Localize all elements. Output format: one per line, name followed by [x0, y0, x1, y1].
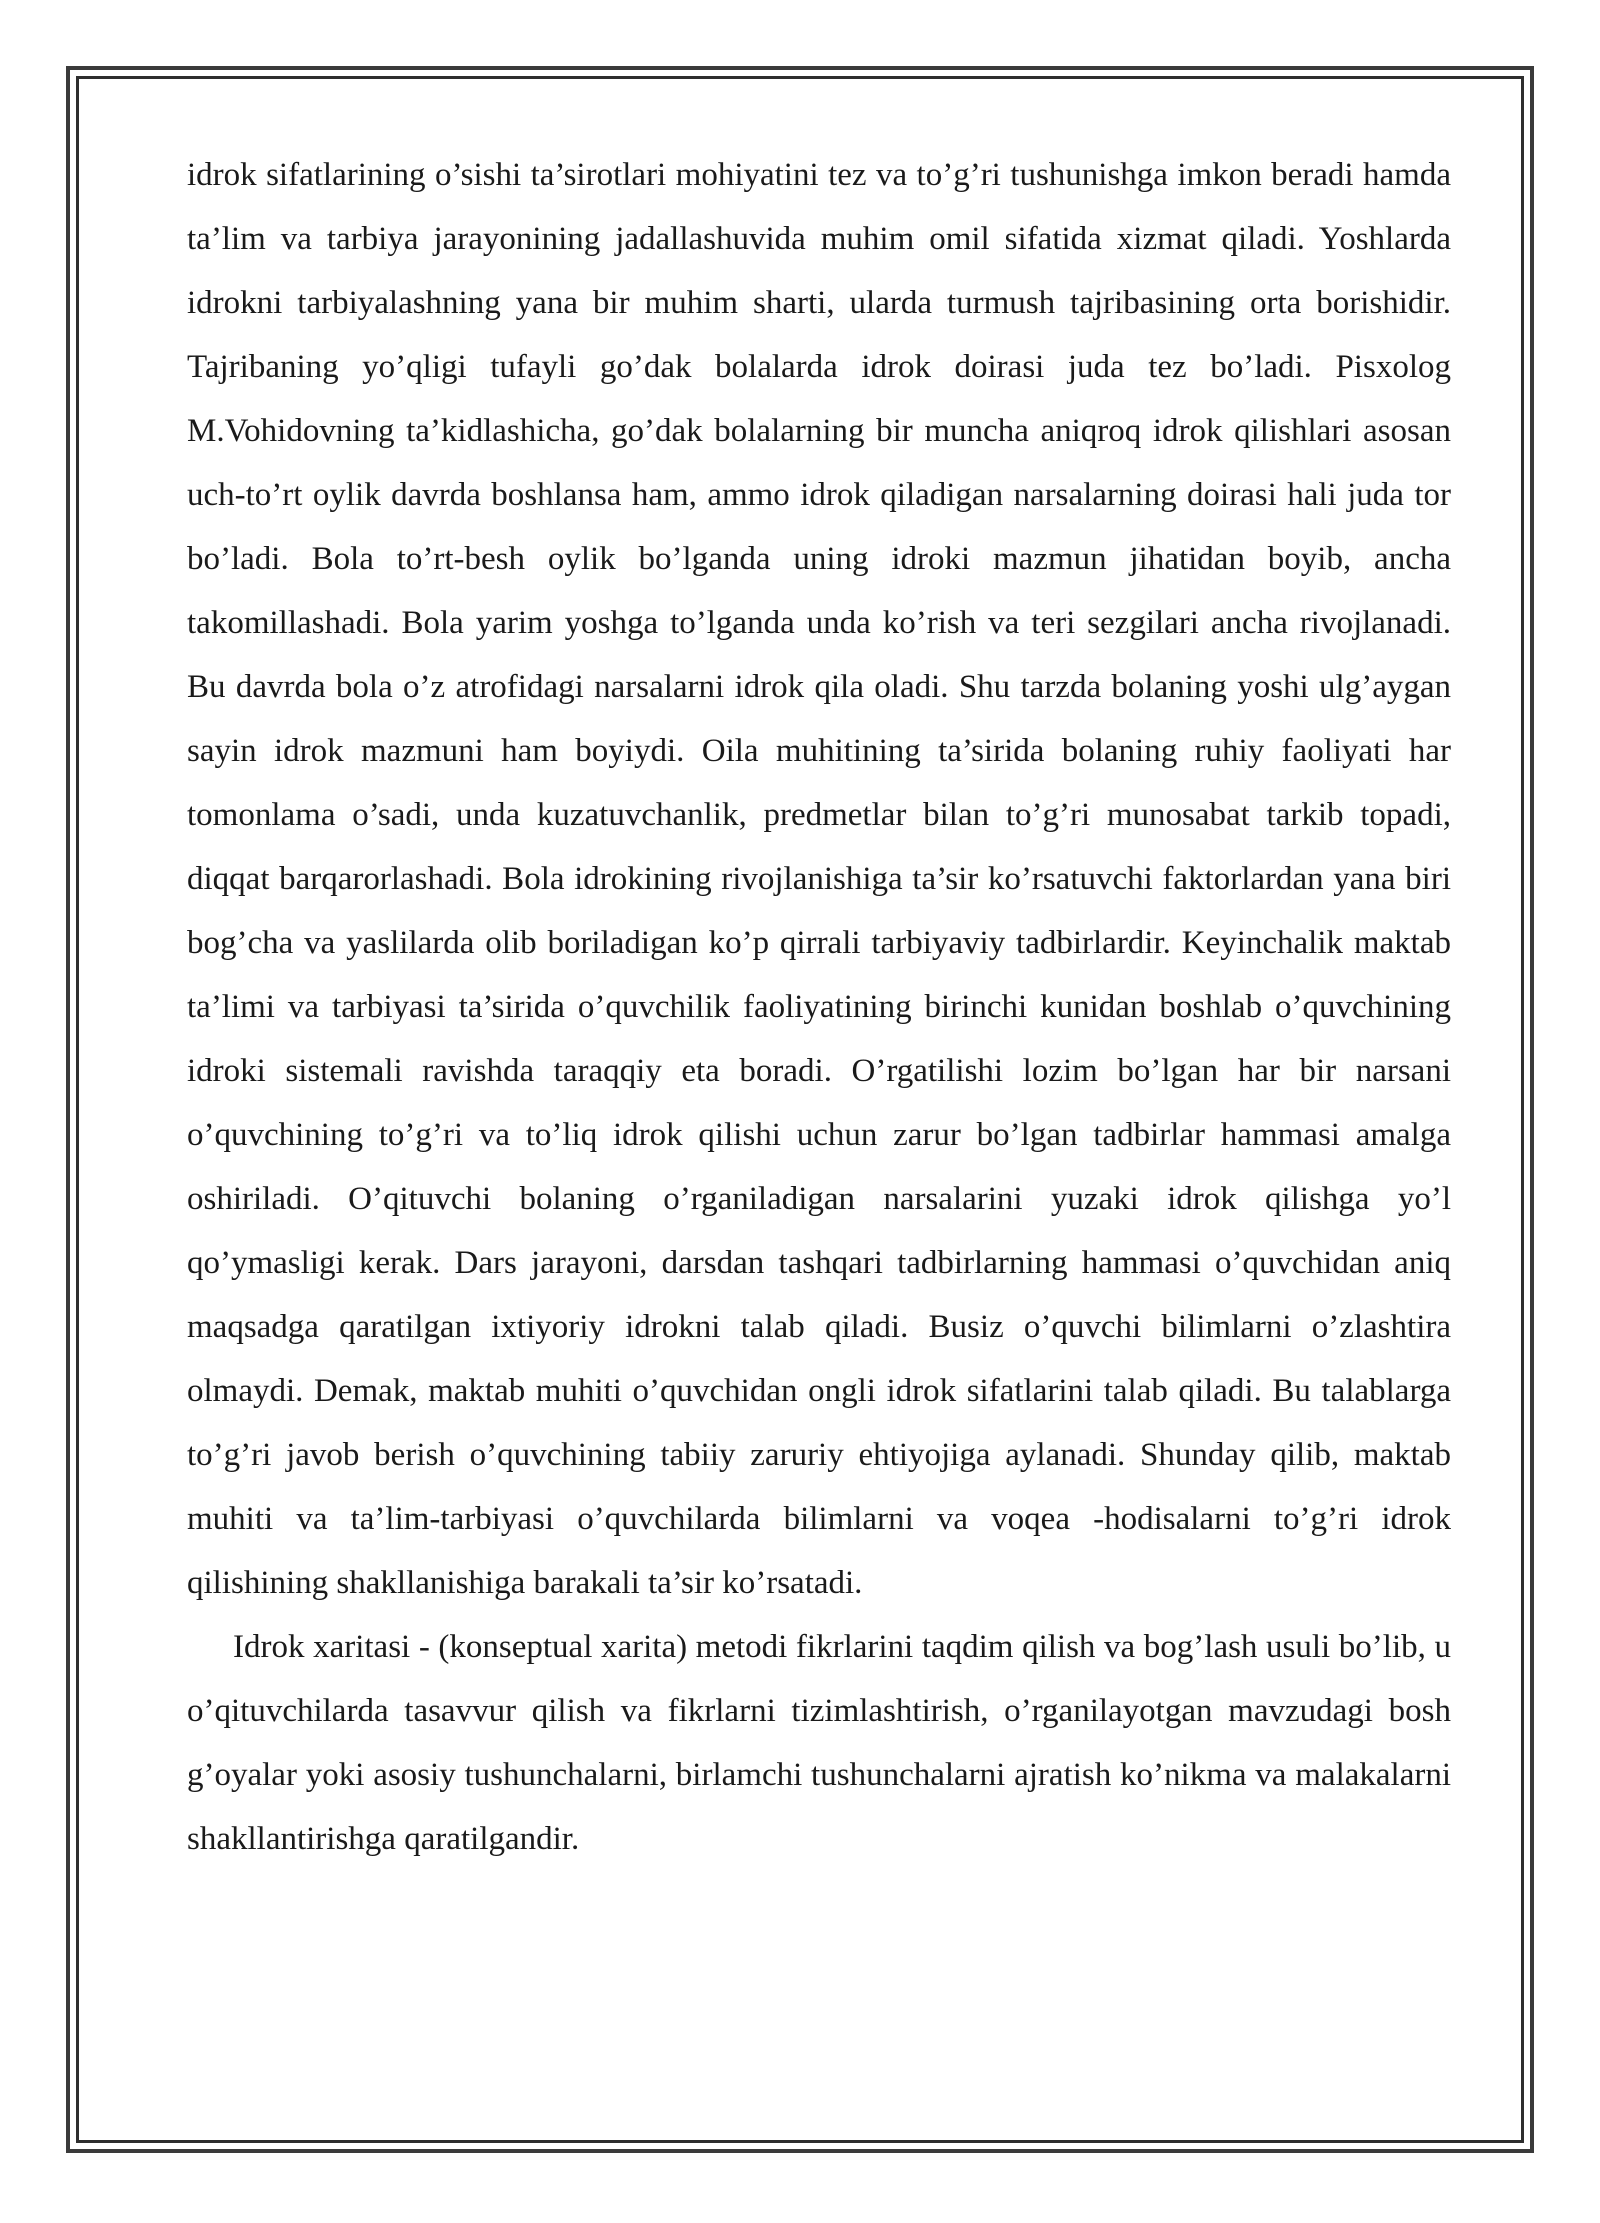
- document-body: [187, 143, 1451, 1871]
- paragraph-concept-map: Idrok xaritasi - (konseptual xarita) metodi fikrlarini taqdim qilish va bog’lash usuli bo’lib, u o’qituvchilarda tasavvur qilish va fikrlarni tizimlashtirish, o’rganilayotgan mavzudagi bosh g’oyalar yoki asosiy tushunchalarni, birlamchi tushunchalarni ajratish ko’nikma va malakalarni shakllantirishga qaratilgandir.: [187, 1629, 1451, 1857]
- paragraph-continuation: idrok sifatlarining o’sishi ta’sirotlari mohiyatini tez va to’g’ri tushunishga imkon beradi hamda ta’lim va tarbiya jarayonining jadallashuvida muhim omil sifatida xizmat qiladi. Yoshlarda idrokni tarbiyalashning yana bir muhim sharti, ularda turmush tajribasining orta borishidir. Tajribaning yo’qligi tufayli go’dak bolalarda idrok doirasi juda tez bo’ladi. Pisxolog M.Vohidovning ta’kidlashicha, go’dak bolalarning bir muncha aniqroq idrok qilishlari asosan uch-to’rt oylik davrda boshlansa ham, ammo idrok qiladigan narsalarning doirasi hali juda tor bo’ladi. Bola to’rt-besh oylik bo’lganda uning idroki mazmun jihatidan boyib, ancha takomillashadi. Bola yarim yoshga to’lganda unda ko’rish va teri sezgilari ancha rivojlanadi. Bu davrda bola o’z atrofidagi narsalarni idrok qila oladi. Shu tarzda bolaning yoshi ulg’aygan sayin idrok mazmuni ham boyiydi. Oila muhitining ta’sirida bolaning ruhiy faoliyati har tomonlama o’sadi, unda kuzatuvchanlik, predmetlar bilan to’g’ri munosabat tarkib topadi, diqqat barqarorlashadi. Bola idrokining rivojlanishiga ta’sir ko’rsatuvchi faktorlardan yana biri bog’cha va yaslilarda olib boriladigan ko’p qirrali tarbiyaviy tadbirlardir. Keyinchalik maktab ta’limi va tarbiyasi ta’sirida o’quvchilik faoliyatining birinchi kunidan boshlab o’quvchining idroki sistemali ravishda taraqqiy eta boradi. O’rgatilishi lozim bo’lgan har bir narsani o’quvchining to’g’ri va to’liq idrok qilishi uchun zarur bo’lgan tadbirlar hammasi amalga oshiriladi. O’qituvchi bolaning o’rganiladigan narsalarini yuzaki idrok qilishga yo’l qo’ymasligi kerak. Dars jarayoni, darsdan tashqari tadbirlarning hammasi o’quvchidan aniq maqsadga qaratilgan ixtiyoriy idrokni talab qiladi. Busiz o’quvchi bilimlarni o’zlashtira olmaydi. Demak, maktab muhiti o’quvchidan ongli idrok sifatlarini talab qiladi. Bu talablarga to’g’ri javob berish o’quvchining tabiiy zaruriy ehtiyojiga aylanadi. Shunday qilib, maktab muhiti va ta’lim-tarbiyasi o’quvchilarda bilimlarni va voqea -hodisalarni to’g’ri idrok qilishining shakllanishiga barakali ta’sir ko’rsatadi.: [187, 157, 1451, 1601]
